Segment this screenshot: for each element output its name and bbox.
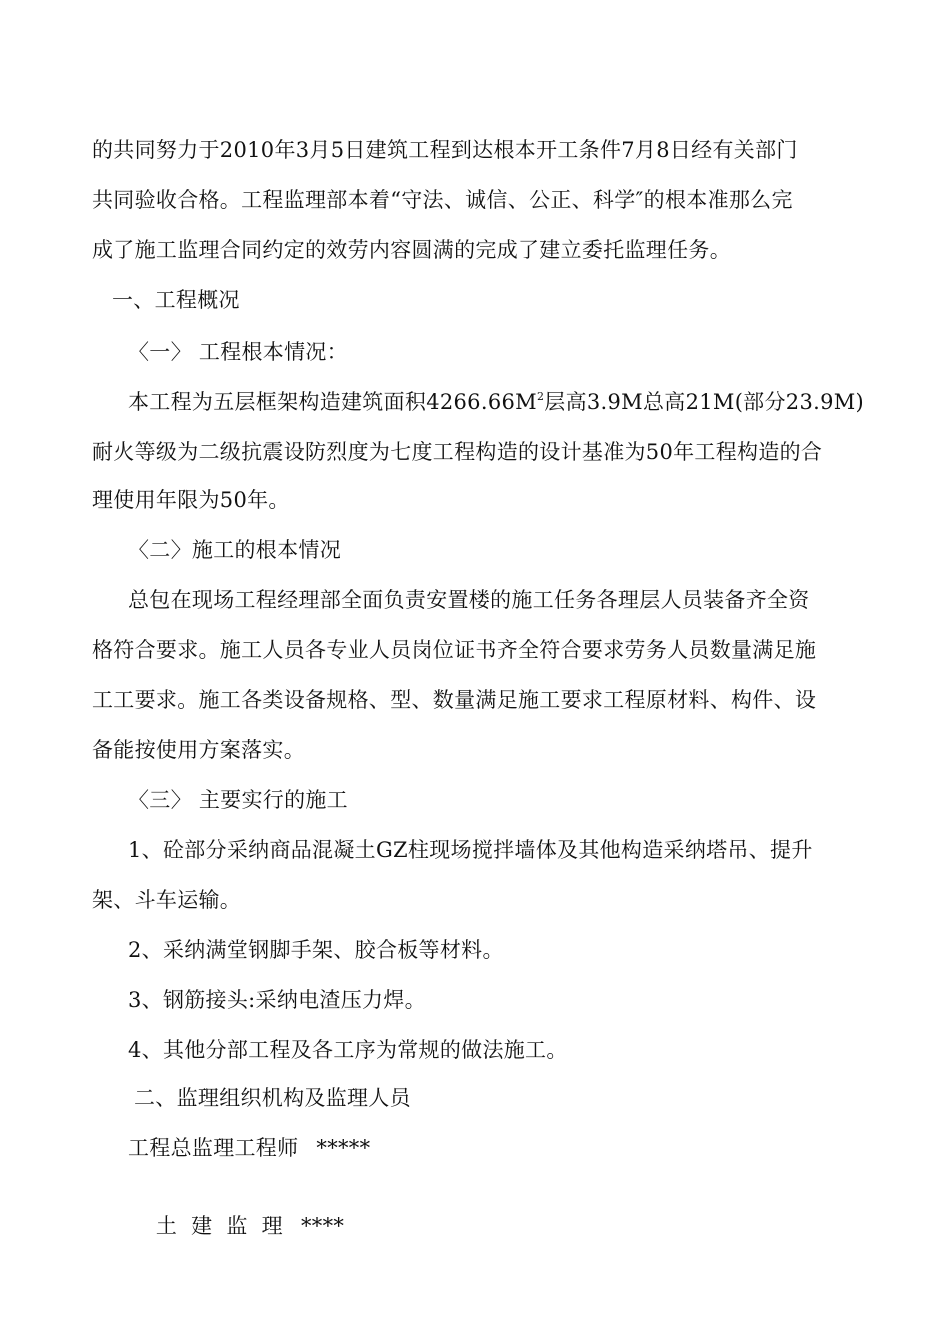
subsection-heading-construction: 〈二〉施工的根本情况 xyxy=(128,538,341,562)
intro-line-3: 成了施工监理合同约定的效劳内容圆满的完成了建立委托监理任务。 xyxy=(92,238,731,262)
superscript-2: 2 xyxy=(536,390,545,403)
list-item-1-line-1: 1、砼部分采纳商品混凝土GZ柱现场搅拌墙体及其他构造采纳塔吊、提升 xyxy=(128,838,813,862)
basic-line-1-text-a: 本工程为五层框架构造建筑面积4266.66M xyxy=(128,390,537,414)
subsection-heading-main-works: 〈三〉 主要实行的施工 xyxy=(128,788,348,812)
basic-line-2: 耐火等级为二级抗震设防烈度为七度工程构造的设计基准为50年工程构造的合 xyxy=(92,440,823,464)
staff-name: **** xyxy=(300,1214,345,1238)
list-item-3: 3、钢筋接头:采纳电渣压力焊。 xyxy=(128,988,426,1012)
intro-line-1: 的共同努力于2010年3月5日建筑工程到达根本开工条件7月8日经有关部门 xyxy=(92,138,798,162)
construction-line-1: 总包在现场工程经理部全面负责安置楼的施工任务各理层人员装备齐全资 xyxy=(128,588,810,612)
staff-role: 土 建 监 理 xyxy=(155,1214,283,1238)
basic-line-1 xyxy=(128,388,908,416)
staff-role: 工程总监理工程师 xyxy=(128,1136,299,1160)
staff-name: ***** xyxy=(316,1136,371,1160)
list-item-1-line-2: 架、斗车运输。 xyxy=(92,888,242,912)
intro-line-2: 共同验收合格。工程监理部本着“守法、诚信、公正、科学″的根本准那么完 xyxy=(92,188,793,212)
list-item-4: 4、其他分部工程及各工序为常规的做法施工。 xyxy=(128,1038,568,1062)
construction-line-4: 备能按使用方案落实。 xyxy=(92,738,305,762)
subsection-heading-basic: 〈一〉 工程根本情况： xyxy=(128,340,348,364)
basic-line-3: 理使用年限为50年。 xyxy=(92,488,290,512)
staff-row xyxy=(128,1134,908,1162)
construction-line-3: 工工要求。施工各类设备规格、型、数量满足施工要求工程原材料、构件、设 xyxy=(92,688,817,712)
list-item-2: 2、采纳满堂钢脚手架、胶合板等材料。 xyxy=(128,938,504,962)
basic-line-1-text-b: 层高3.9M总高21M(部分23.9M) xyxy=(544,390,865,414)
section-heading-organization: 二、监理组织机构及监理人员 xyxy=(134,1086,411,1110)
staff-row xyxy=(128,1184,908,1268)
section-heading-overview: 一、工程概况 xyxy=(112,288,240,312)
construction-line-2: 格符合要求。施工人员各专业人员岗位证书齐全符合要求劳务人员数量满足施 xyxy=(92,638,817,662)
